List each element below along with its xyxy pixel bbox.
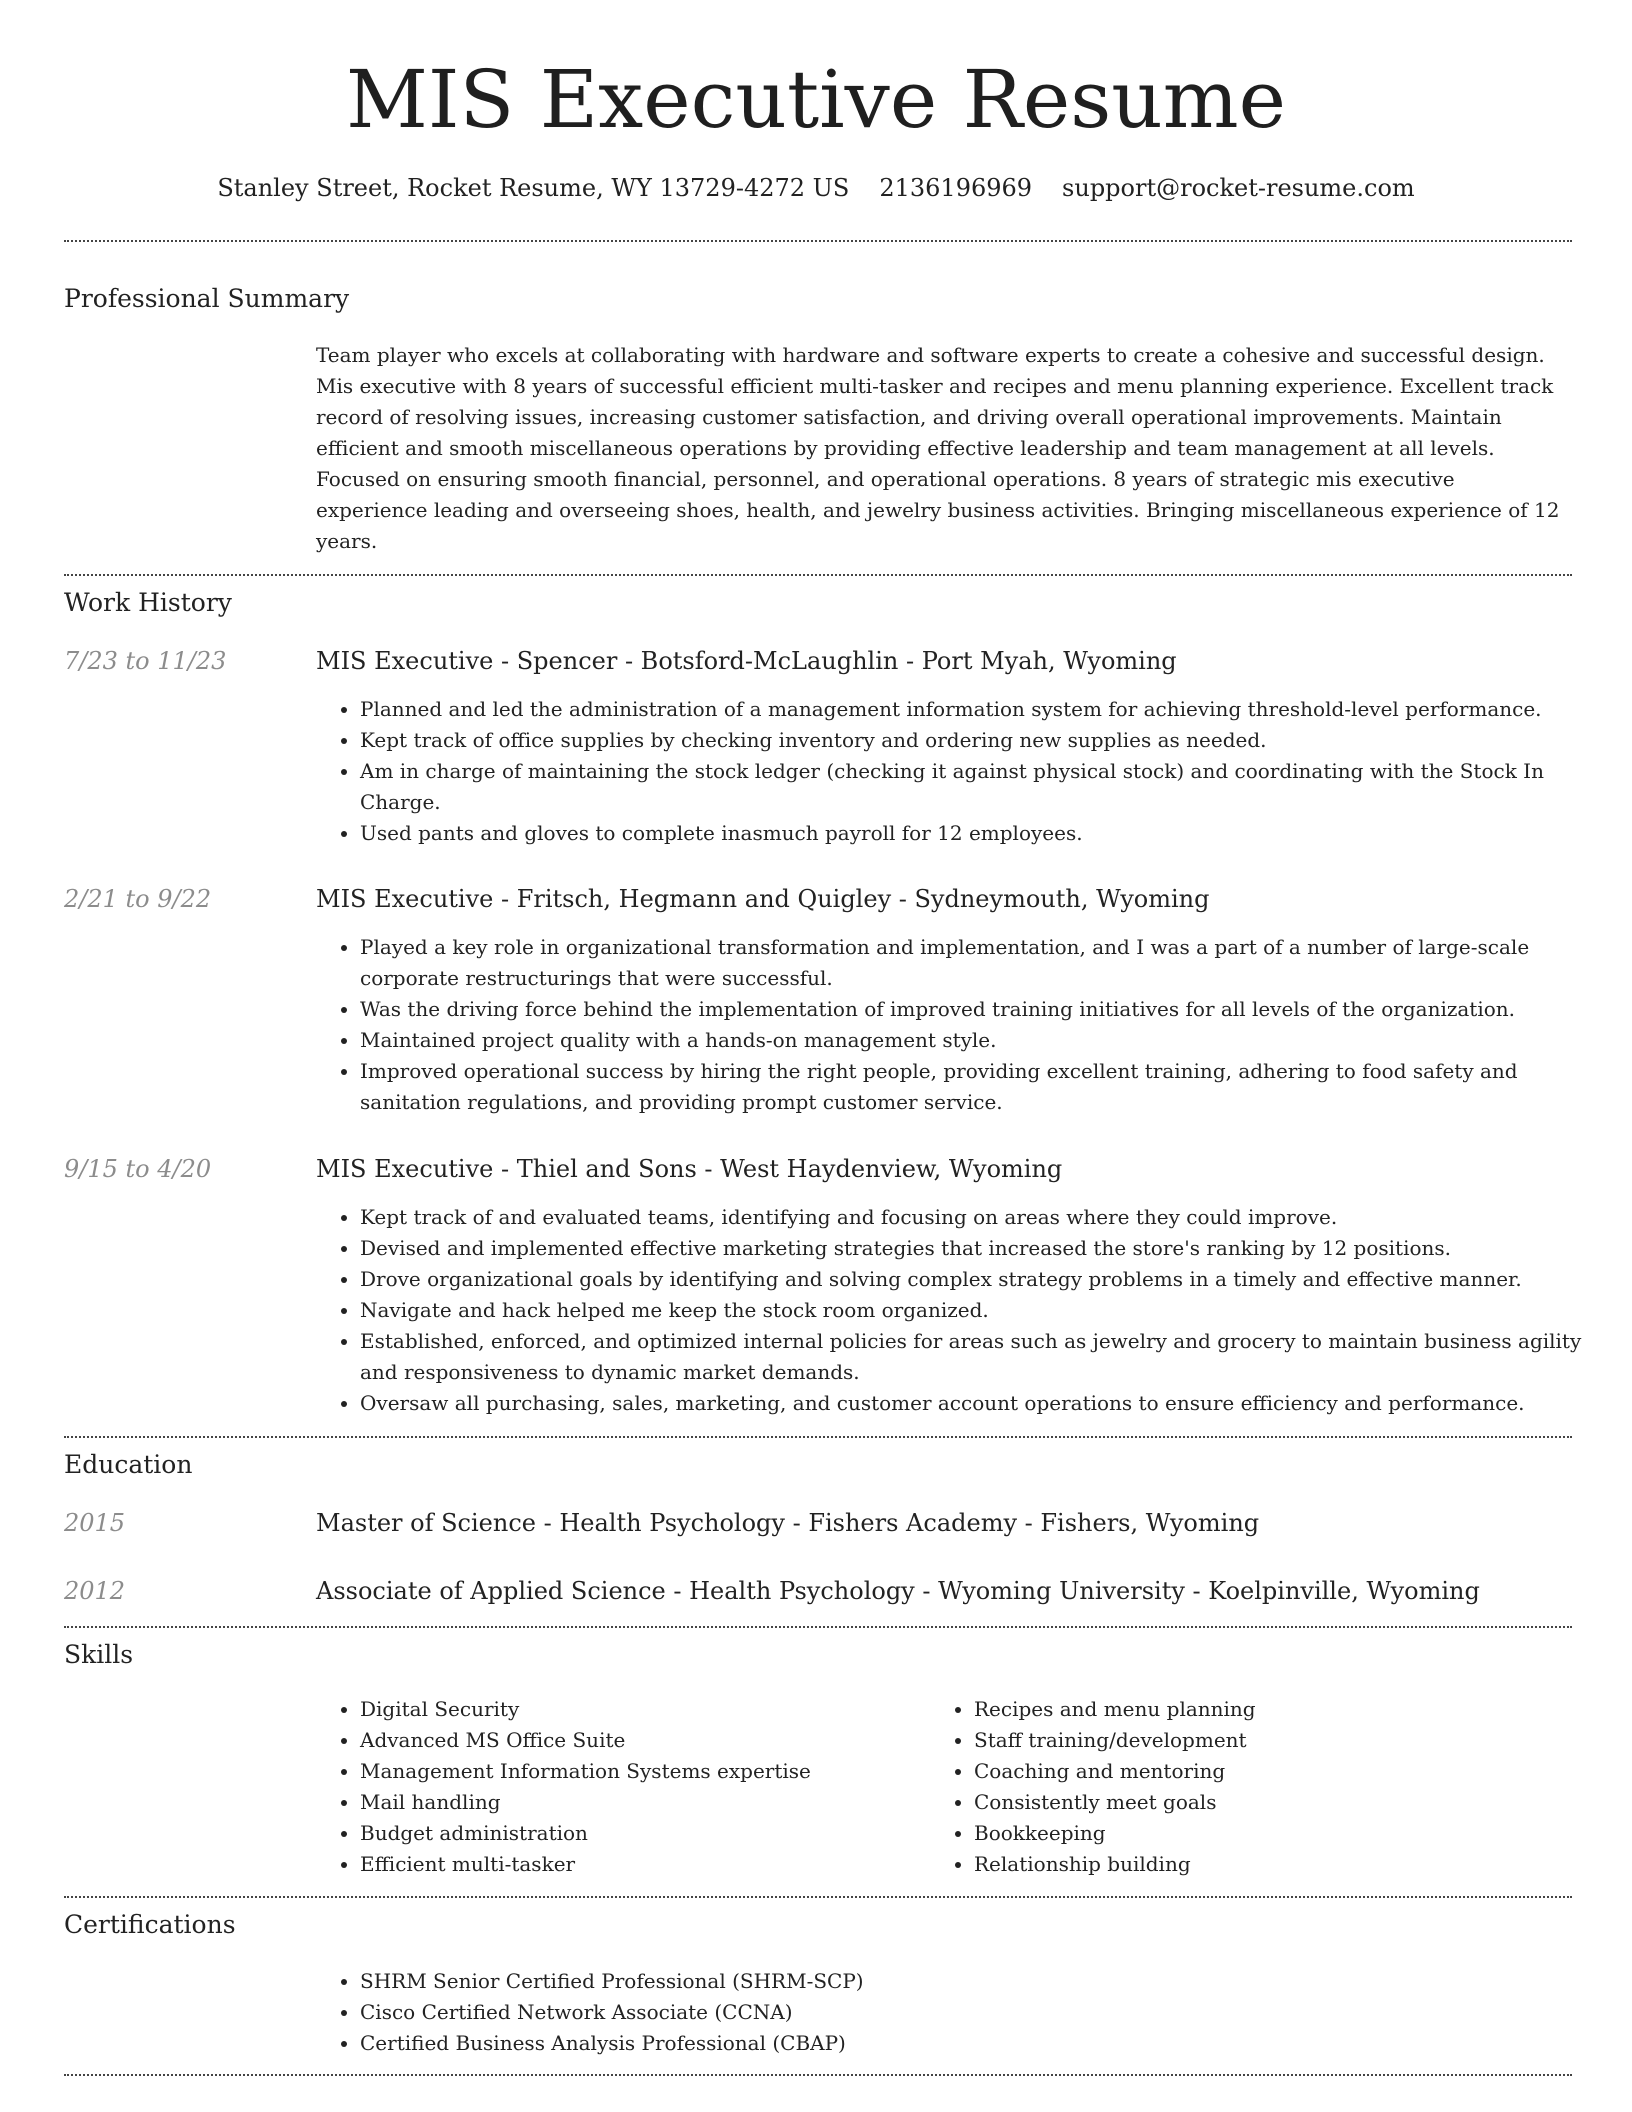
contact-phone: 2136196969 (879, 174, 1033, 202)
skill-item: • Bookkeeping (974, 1818, 1574, 1849)
skill-item: • Efficient multi-tasker (360, 1849, 960, 1880)
certifications-list (316, 1966, 1616, 2059)
job-bullet: • Kept track of and evaluated teams, identifying and focusing on areas where they could improve. (360, 1202, 1616, 1233)
job-title: MIS Executive - Fritsch, Hegmann and Quigley - Sydneymouth, Wyoming (316, 885, 1210, 913)
skill-item: • Advanced MS Office Suite (360, 1725, 960, 1756)
job-dates: 9/15 to 4/20 (64, 1155, 212, 1183)
skill-item: • Digital Security (360, 1694, 960, 1725)
education-degree: Master of Science - Health Psychology - Fishers Academy - Fishers, Wyoming (316, 1509, 1260, 1537)
contact-address: Stanley Street, Rocket Resume, WY 13729-4272 US (217, 174, 850, 202)
resume-title: MIS Executive Resume (346, 53, 1286, 146)
section-divider (64, 1896, 1572, 1898)
certification-item: • SHRM Senior Certified Professional (SHRM-SCP) (360, 1966, 1616, 1997)
skill-item: • Mail handling (360, 1787, 960, 1818)
job-bullet: • Navigate and hack helped me keep the stock room organized. (360, 1295, 1616, 1326)
section-divider (64, 1436, 1572, 1438)
job-bullet: • Drove organizational goals by identifying and solving complex strategy problems in a timely and effective manner. (360, 1264, 1616, 1295)
skill-item: • Recipes and menu planning (974, 1694, 1574, 1725)
skill-item: • Staff training/development (974, 1725, 1574, 1756)
section-divider (64, 2074, 1572, 2076)
job-bullet: • Devised and implemented effective marketing strategies that increased the store's ranking by 12 positions. (360, 1233, 1616, 1264)
job-bullet: • Oversaw all purchasing, sales, marketing, and customer account operations to ensure efficiency and performance. (360, 1388, 1616, 1419)
skills-list-right (930, 1694, 1574, 1880)
skills-list-left (316, 1694, 960, 1880)
section-divider (64, 240, 1572, 242)
job-title: MIS Executive - Spencer - Botsford-McLaughlin - Port Myah, Wyoming (316, 647, 1177, 675)
skill-item: • Management Information Systems expertise (360, 1756, 960, 1787)
certification-item: • Cisco Certified Network Associate (CCNA) (360, 1997, 1616, 2028)
job-bullet: • Improved operational success by hiring the right people, providing excellent training, adhering to food safety and sanitation regulations, and providing prompt customer service. (360, 1056, 1616, 1118)
job-bullet: • Used pants and gloves to complete inasmuch payroll for 12 employees. (360, 818, 1616, 849)
education-year: 2012 (64, 1577, 126, 1605)
contact-line (0, 170, 1632, 206)
job-bullet: • Maintained project quality with a hands-on management style. (360, 1025, 1616, 1056)
job-bullets (316, 932, 1616, 1118)
job-bullets (316, 694, 1616, 849)
summary-text: Team player who excels at collaborating with hardware and software experts to create a cohesive and successful design. Mis executive with 8 years of successful efficient multi-tasker and recipes and menu planning experience. Excellent track record of resolving issues, increasing customer satisfaction, and driving overall operational improvements. Maintain efficient and smooth miscellaneous operations by providing effective leadership and team management at all levels. Focused on ensuring smooth financial, personnel, and operational operations. 8 years of strategic mis executive experience leading and overseeing shoes, health, and jewelry business activities. Bringing miscellaneous experience of 12 years. (316, 343, 1560, 553)
education-year: 2015 (64, 1509, 126, 1537)
skill-item: • Coaching and mentoring (974, 1756, 1574, 1787)
certification-item: • Certified Business Analysis Professional (CBAP) (360, 2028, 1616, 2059)
certifications-heading: Certifications (64, 1910, 236, 1939)
job-bullets (316, 1202, 1616, 1419)
job-bullet: • Played a key role in organizational transformation and implementation, and I was a part of a number of large-scale corporate restructurings that were successful. (360, 932, 1616, 994)
job-bullet: • Established, enforced, and optimized internal policies for areas such as jewelry and grocery to maintain business agility and responsiveness to dynamic market demands. (360, 1326, 1616, 1388)
education-degree: Associate of Applied Science - Health Psychology - Wyoming University - Koelpinville, Wyoming (316, 1577, 1480, 1605)
skills-heading: Skills (64, 1640, 134, 1669)
work-history-heading: Work History (64, 588, 232, 617)
job-bullet: • Planned and led the administration of a management information system for achieving threshold-level performance. (360, 694, 1616, 725)
section-divider (64, 574, 1572, 576)
summary-heading: Professional Summary (64, 284, 350, 313)
section-divider (64, 1626, 1572, 1628)
skill-item: • Budget administration (360, 1818, 960, 1849)
job-bullet: • Am in charge of maintaining the stock ledger (checking it against physical stock) and coordinating with the Stock In Charge. (360, 756, 1616, 818)
job-bullet: • Kept track of office supplies by checking inventory and ordering new supplies as needed. (360, 725, 1616, 756)
skill-item: • Relationship building (974, 1849, 1574, 1880)
contact-email: support@rocket-resume.com (1062, 174, 1415, 202)
job-dates: 2/21 to 9/22 (64, 885, 212, 913)
skill-item: • Consistently meet goals (974, 1787, 1574, 1818)
education-heading: Education (64, 1450, 193, 1479)
job-title: MIS Executive - Thiel and Sons - West Haydenview, Wyoming (316, 1155, 1063, 1183)
job-dates: 7/23 to 11/23 (64, 647, 227, 675)
job-bullet: • Was the driving force behind the implementation of improved training initiatives for all levels of the organization. (360, 994, 1616, 1025)
